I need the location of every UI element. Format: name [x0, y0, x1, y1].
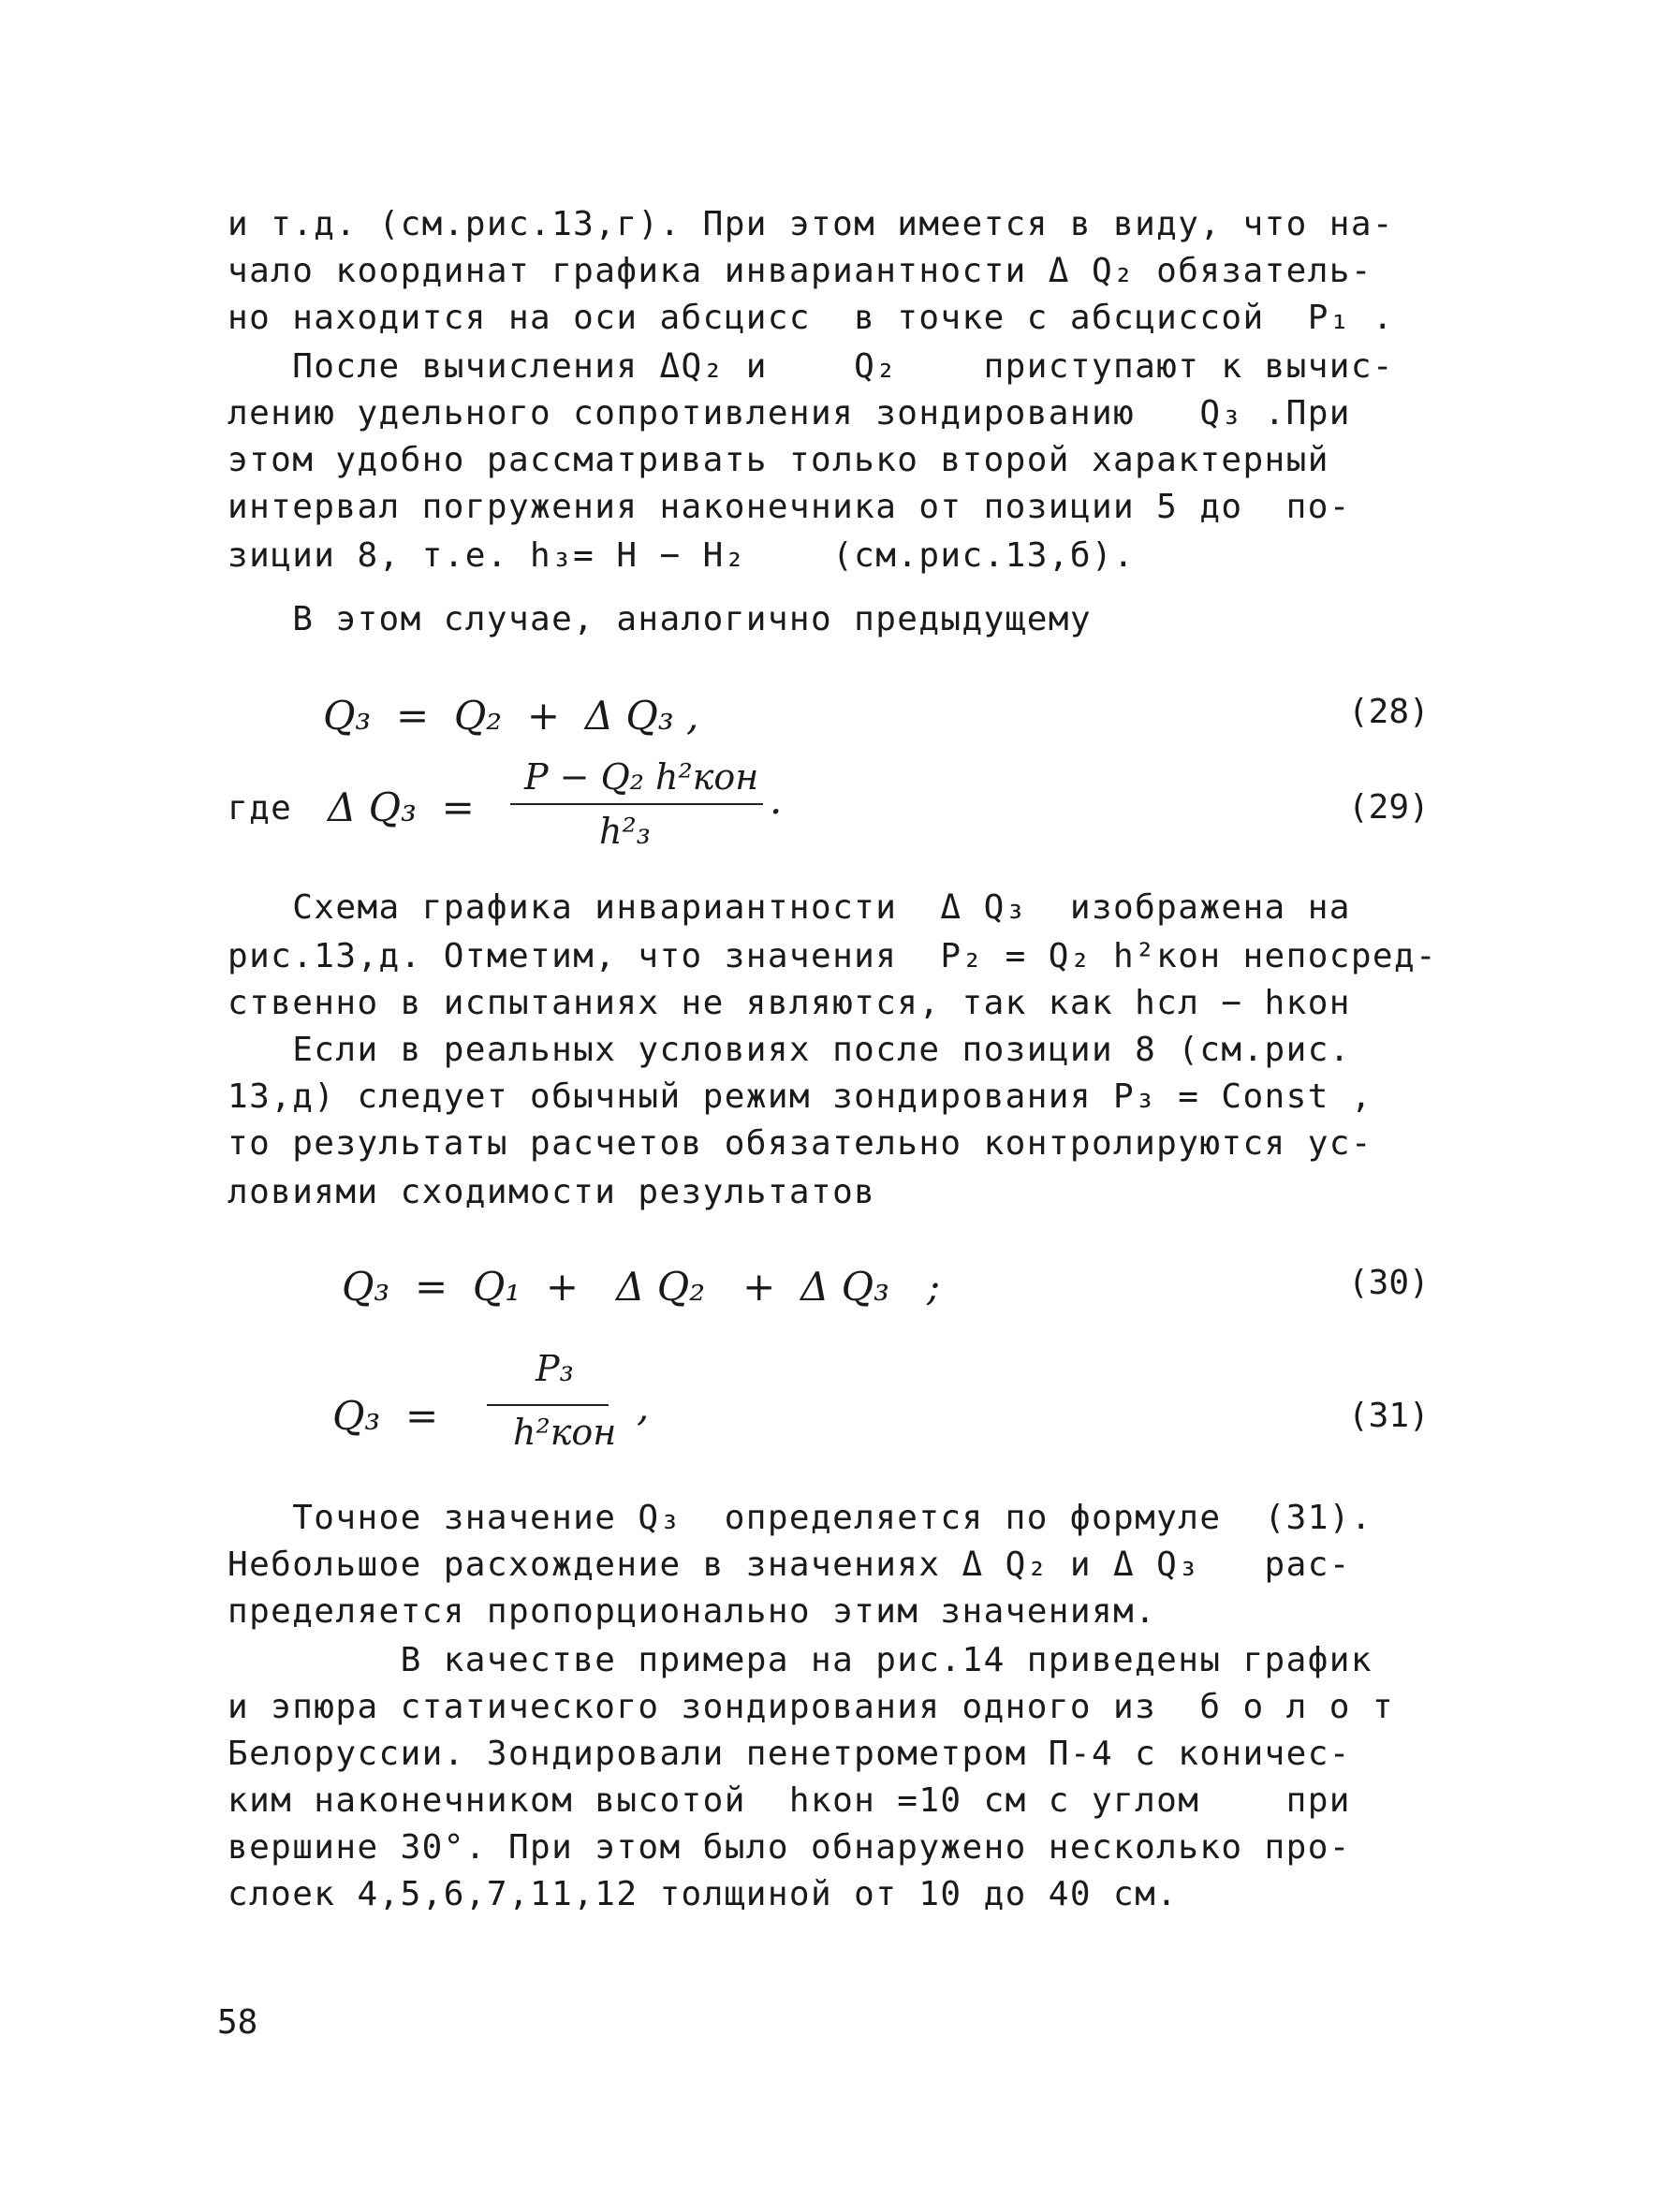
equation-31-denominator: h²кон — [513, 1412, 617, 1453]
text-line: этом удобно рассматривать только второй характерный — [228, 441, 1329, 479]
equation-29-numerator: P − Q₂ h²кон — [524, 756, 759, 798]
text-line: В этом случае, аналогично предыдущему — [228, 600, 1092, 638]
text-line: интервал погружения наконечника от позиции 5 до по- — [228, 488, 1351, 526]
equation-number: (28) — [1348, 693, 1430, 731]
text-line: слоек 4,5,6,7,11,12 толщиной от 10 до 40 см. — [228, 1875, 1179, 1913]
text-line: Белоруссии. Зондировали пенетрометром П-4 с коничес- — [228, 1735, 1351, 1773]
text-line: Небольшое расхождение в значениях Δ Q₂ и Δ Q₃ рас- — [228, 1545, 1351, 1584]
text-line: лению удельного сопротивления зондированию Q₃ .При — [228, 394, 1351, 432]
text-line: то результаты расчетов обязательно контролируются ус- — [228, 1124, 1373, 1163]
equation-prefix: где — [228, 789, 293, 828]
text-line: ственно в испытаниях не являются, так как hсл − hкон — [228, 984, 1351, 1022]
equation-29-denominator: h²₃ — [599, 811, 651, 852]
equation-28: Q₃ = Q₂ + Δ Q₃ , — [323, 693, 699, 739]
fraction-bar — [487, 1404, 609, 1406]
equation-number: (30) — [1348, 1264, 1430, 1302]
equation-31-lhs: Q₃ = — [332, 1393, 439, 1439]
text-line: После вычисления ΔQ₂ и Q₂ приступают к вычис- — [228, 347, 1394, 386]
text-line: Если в реальных условиях после позиции 8 (см.рис. — [228, 1031, 1351, 1069]
equation-number: (31) — [1348, 1397, 1430, 1435]
text-line: рис.13,д. Отметим, что значения P₂ = Q₂ h²кон непосред- — [228, 937, 1438, 975]
text-line: ким наконечником высотой hкон =10 см с углом при — [228, 1781, 1351, 1820]
text-line: чало координат графика инвариантности Δ Q₂ обязатель- — [228, 252, 1373, 290]
equation-suffix: . — [770, 777, 783, 823]
text-line: вершине 30°. При этом было обнаружено несколько про- — [228, 1828, 1351, 1867]
text-line: Схема графика инвариантности Δ Q₃ изображена на — [228, 888, 1351, 927]
text-line: но находится на оси абсцисс в точке с абсциссой P₁ . — [228, 299, 1394, 337]
fraction-bar — [510, 803, 763, 805]
equation-29-lhs: Δ Q₃ = — [328, 784, 475, 830]
equation-30: Q₃ = Q₁ + Δ Q₂ + Δ Q₃ ; — [342, 1264, 941, 1310]
equation-number: (29) — [1348, 788, 1430, 827]
text-line: и эпюра статического зондирования одного из б о л о т — [228, 1688, 1394, 1726]
text-line: 13,д) следует обычный режим зондирования P₃ = Const , — [228, 1077, 1373, 1116]
equation-suffix: , — [637, 1384, 650, 1429]
text-line: зиции 8, т.е. h₃= H − H₂ (см.рис.13,б). — [228, 536, 1136, 575]
text-line: ловиями сходимости результатов — [228, 1173, 876, 1211]
page-number: 58 — [217, 2003, 258, 2042]
equation-31-numerator: P₃ — [536, 1348, 574, 1389]
text-line: Точное значение Q₃ определяется по формуле (31). — [228, 1499, 1373, 1537]
text-line: В качестве примера на рис.14 приведены график — [228, 1641, 1373, 1679]
text-line: пределяется пропорционально этим значениям. — [228, 1592, 1157, 1631]
text-line: и т.д. (см.рис.13,г). При этом имеется в виду, что на- — [228, 205, 1394, 243]
